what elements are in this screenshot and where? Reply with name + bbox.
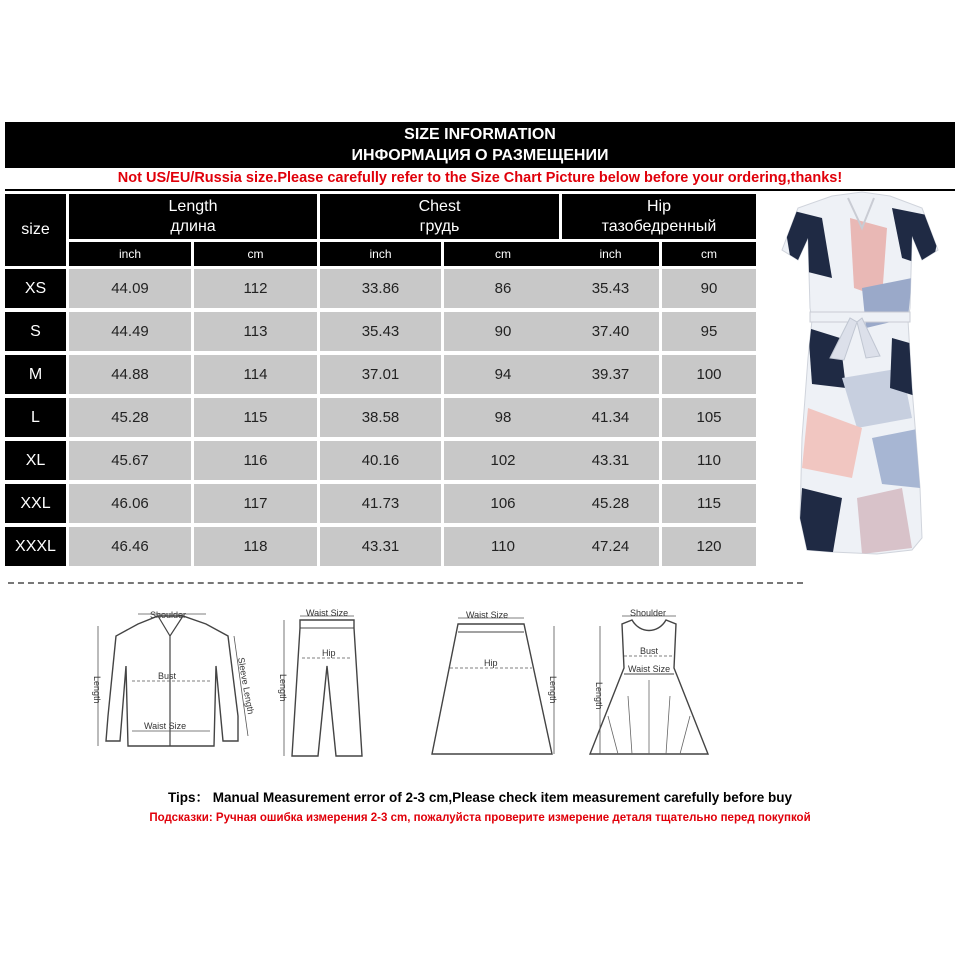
table-cell: 45.67 xyxy=(69,441,191,480)
dress-waist-label: Waist Size xyxy=(628,664,671,674)
unit-header: cm xyxy=(662,242,756,266)
unit-header: inch xyxy=(320,242,441,266)
table-cell: 102 xyxy=(444,441,562,480)
table-cell: 110 xyxy=(662,441,756,480)
table-cell: 90 xyxy=(662,269,756,308)
table-cell: 40.16 xyxy=(320,441,441,480)
unit-header: cm xyxy=(194,242,317,266)
size-label: XXXL xyxy=(5,527,66,566)
table-cell: 114 xyxy=(194,355,317,394)
table-cell: 115 xyxy=(194,398,317,437)
unit-header: cm xyxy=(444,242,562,266)
unit-header: inch xyxy=(562,242,659,266)
group-name-ru: тазобедренный xyxy=(601,217,717,235)
group-header-1 xyxy=(320,194,559,239)
table-cell: 46.46 xyxy=(69,527,191,566)
title-russian: ИНФОРМАЦИЯ О РАЗМЕЩЕНИИ xyxy=(351,147,609,164)
group-name-ru: длина xyxy=(170,217,216,235)
table-cell: 45.28 xyxy=(562,484,659,523)
dress-length-label: Length xyxy=(594,682,604,710)
shirt-bust-label: Bust xyxy=(158,671,177,681)
table-cell: 113 xyxy=(194,312,317,351)
group-header-2 xyxy=(562,194,756,239)
table-cell: 94 xyxy=(444,355,562,394)
shirt-diagram xyxy=(88,606,258,766)
dress-shoulder-label: Shoulder xyxy=(630,608,667,618)
table-cell: 47.24 xyxy=(562,527,659,566)
table-cell: 118 xyxy=(194,527,317,566)
table-cell: 41.34 xyxy=(562,398,659,437)
tips-english: Tips： Manual Measurement error of 2-3 cm,Please check item measurement carefully before buy xyxy=(168,790,792,805)
size-column-header: size xyxy=(5,194,66,266)
table-cell: 86 xyxy=(444,269,562,308)
table-cell: 95 xyxy=(662,312,756,351)
table-cell: 105 xyxy=(662,398,756,437)
table-cell: 39.37 xyxy=(562,355,659,394)
table-cell: 38.58 xyxy=(320,398,441,437)
size-label: M xyxy=(5,355,66,394)
table-cell: 37.40 xyxy=(562,312,659,351)
size-label: S xyxy=(5,312,66,351)
group-name-en: Hip xyxy=(646,197,671,215)
pants-length-label: Length xyxy=(278,674,288,702)
size-notice: Not US/EU/Russia size.Please carefully refer to the Size Chart Picture below before your ordering,thanks! xyxy=(117,170,843,186)
pants-waist-label: Waist Size xyxy=(306,608,349,618)
section-divider xyxy=(8,582,803,584)
table-cell: 100 xyxy=(662,355,756,394)
table-cell: 98 xyxy=(444,398,562,437)
pants-diagram xyxy=(270,606,380,766)
skirt-diagram xyxy=(424,606,564,766)
table-cell: 120 xyxy=(662,527,756,566)
table-cell: 112 xyxy=(194,269,317,308)
group-header-0 xyxy=(69,194,317,239)
shirt-shoulder-label: Shoulder xyxy=(150,610,187,620)
table-cell: 46.06 xyxy=(69,484,191,523)
table-cell: 37.01 xyxy=(320,355,441,394)
table-cell: 45.28 xyxy=(69,398,191,437)
skirt-length-label: Length xyxy=(548,676,558,704)
table-cell: 110 xyxy=(444,527,562,566)
dress-bust-label: Bust xyxy=(640,646,659,656)
table-cell: 35.43 xyxy=(320,312,441,351)
table-cell: 43.31 xyxy=(320,527,441,566)
table-cell: 43.31 xyxy=(562,441,659,480)
table-cell: 115 xyxy=(662,484,756,523)
tips-russian: Подсказки: Ручная ошибка измерения 2-3 cm, пожалуйста проверите измерение деталя тщательно перед покупкой xyxy=(149,812,811,824)
shirt-waist-label: Waist Size xyxy=(144,721,187,731)
skirt-hip-label: Hip xyxy=(484,658,498,668)
size-label: XXL xyxy=(5,484,66,523)
table-cell: 44.49 xyxy=(69,312,191,351)
table-cell: 44.09 xyxy=(69,269,191,308)
dress-photo xyxy=(762,188,957,574)
table-cell: 90 xyxy=(444,312,562,351)
table-cell: 44.88 xyxy=(69,355,191,394)
table-cell: 41.73 xyxy=(320,484,441,523)
size-label: XL xyxy=(5,441,66,480)
table-cell: 33.86 xyxy=(320,269,441,308)
pants-hip-label: Hip xyxy=(322,648,336,658)
shirt-sleeve-label: Sleeve Length xyxy=(236,656,256,716)
title-english: SIZE INFORMATION xyxy=(404,126,556,143)
group-name-en: Chest xyxy=(418,197,461,215)
table-cell: 106 xyxy=(444,484,562,523)
table-cell: 116 xyxy=(194,441,317,480)
group-name-en: Length xyxy=(168,197,218,215)
skirt-waist-label: Waist Size xyxy=(466,610,509,620)
table-cell: 35.43 xyxy=(562,269,659,308)
size-label: L xyxy=(5,398,66,437)
table-cell: 117 xyxy=(194,484,317,523)
group-name-ru: грудь xyxy=(419,217,460,235)
dress-diagram xyxy=(588,606,718,766)
shirt-length-label: Length xyxy=(92,676,102,704)
title-band xyxy=(5,122,955,168)
unit-header: inch xyxy=(69,242,191,266)
size-label: XS xyxy=(5,269,66,308)
